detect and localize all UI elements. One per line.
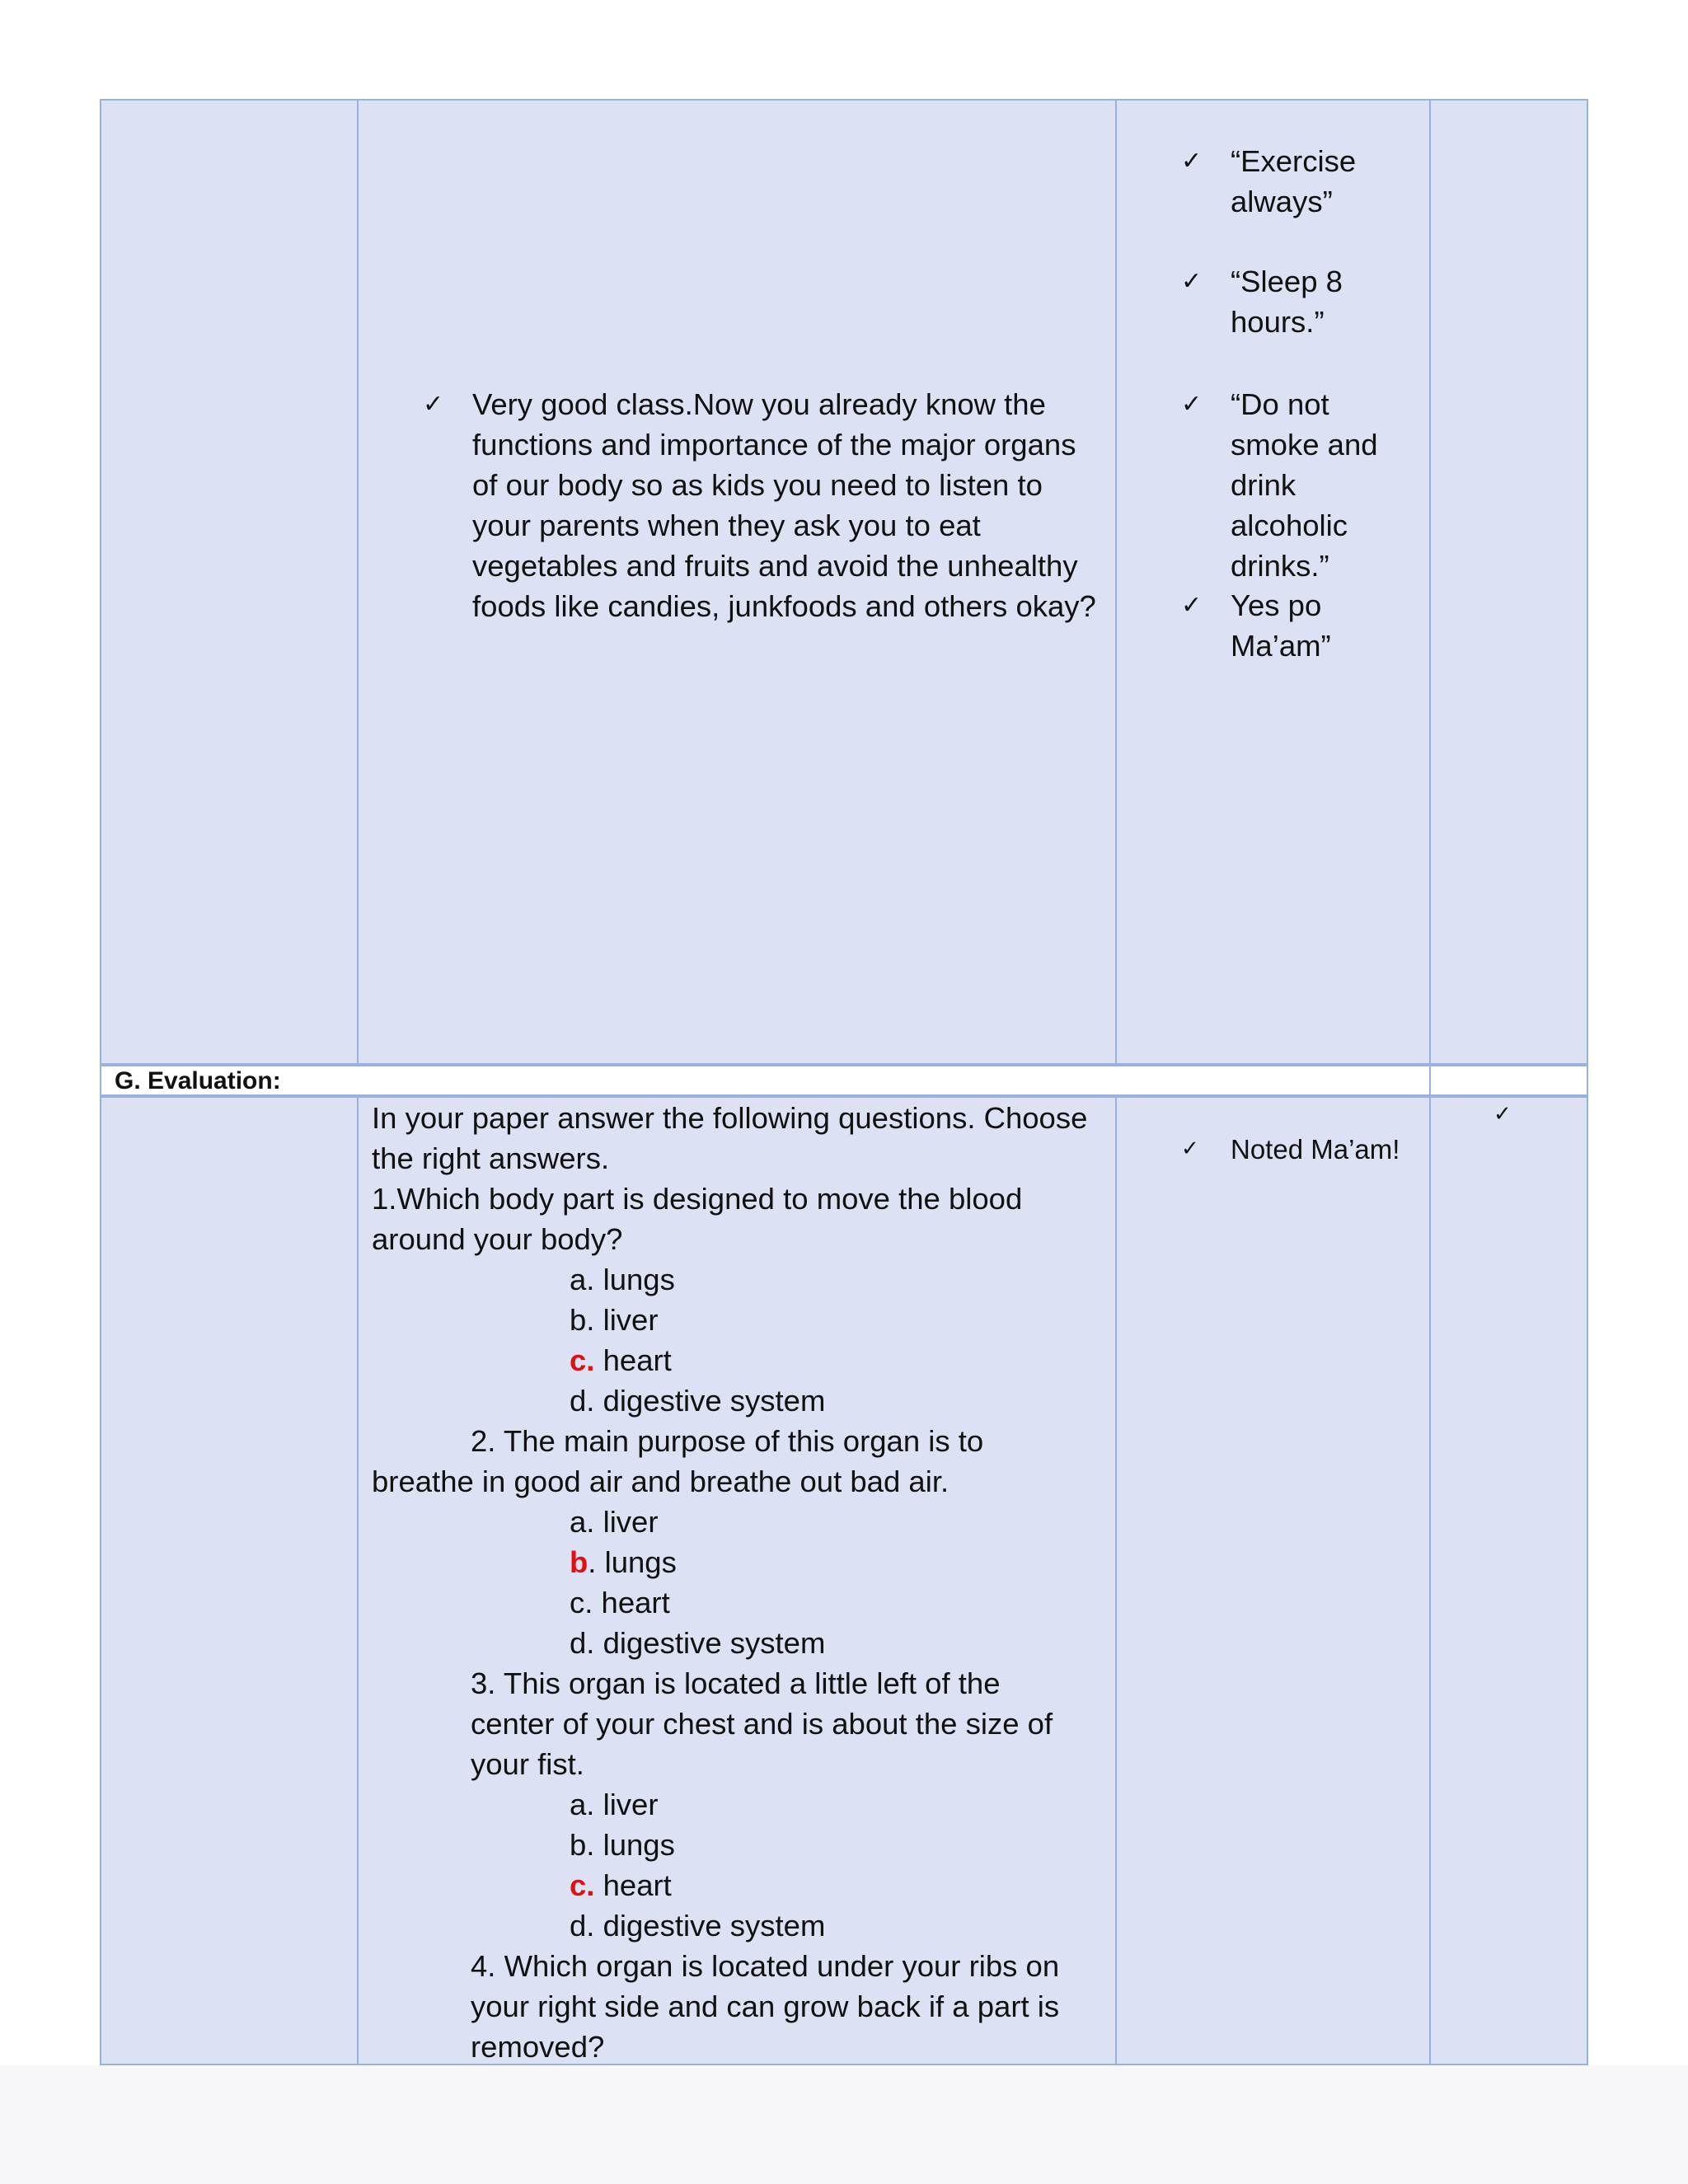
question-text: a. lungs: [570, 1263, 675, 1296]
pupil-response-line: smoke and: [1231, 428, 1378, 462]
checkmark-icon: ✓: [1181, 591, 1203, 620]
question-line: [570, 1340, 672, 1380]
question-line: [471, 1421, 983, 1461]
pupil-response-line: alcoholic: [1231, 509, 1348, 542]
table-cell-section-empty: [1429, 1065, 1588, 1096]
pupil-response-item: [1181, 141, 1356, 222]
pupil-response-text: [1231, 384, 1378, 586]
teacher-text-line: foods like candies, junkfoods and others okay?: [472, 589, 1096, 623]
table-row-discussion: [100, 99, 1588, 1065]
teacher-text-line: Very good class.Now you already know the: [472, 387, 1046, 421]
pupil-response-text: [1231, 261, 1343, 342]
question-line: [570, 1784, 659, 1825]
question-line: [570, 1865, 672, 1905]
table-cell-pupil-activity: [1115, 1096, 1431, 2065]
pupil-response-item: [1181, 261, 1343, 342]
table-cell-evaluation-questions: [357, 1096, 1117, 2065]
question-text: d. digestive system: [570, 1909, 826, 1943]
table-cell-section-label: [100, 1065, 1431, 1096]
question-text: 2. The main purpose of this organ is to: [471, 1424, 984, 1458]
pupil-response-line: “Sleep 8: [1231, 265, 1343, 298]
question-text: a. liver: [570, 1505, 659, 1539]
question-line: [570, 1825, 675, 1865]
checkmark-icon: ✓: [1493, 1102, 1512, 1127]
question-text: 3. This organ is located a little left of the: [471, 1666, 1001, 1700]
question-line: [570, 1300, 659, 1340]
question-text: a. liver: [570, 1788, 659, 1821]
question-line: [570, 1582, 670, 1623]
pupil-response-line: Ma’am”: [1231, 629, 1331, 663]
question-text: your right side and can grow back if a part is: [471, 1990, 1060, 2023]
question-line: [372, 1098, 1087, 1138]
question-line: [471, 2027, 604, 2067]
question-line: [570, 1542, 677, 1582]
question-line: [372, 1138, 609, 1179]
question-line: [570, 1905, 825, 1946]
question-text: center of your chest and is about the size of: [471, 1707, 1053, 1741]
question-text: heart: [594, 1868, 672, 1902]
pupil-response-line: drink: [1231, 468, 1296, 502]
table-cell-remarks: [1429, 1096, 1588, 2065]
question-line: [570, 1259, 675, 1300]
teacher-text-line: vegetables and fruits and avoid the unhealthy: [472, 549, 1078, 583]
pupil-response-line: hours.”: [1231, 305, 1325, 339]
table-cell-pupil-activity: [1115, 99, 1431, 1065]
pupil-response-line: always”: [1231, 185, 1333, 218]
table-row-section-header: [100, 1065, 1588, 1096]
question-text: . lungs: [588, 1545, 677, 1579]
page-footer-area: [0, 2065, 1688, 2184]
checkmark-icon: ✓: [1181, 267, 1203, 296]
table-row-evaluation: [100, 1096, 1588, 2065]
teacher-text-line: of our body so as kids you need to listen to: [472, 468, 1043, 502]
pupil-response-text: [1231, 585, 1331, 666]
question-text: your fist.: [471, 1747, 584, 1781]
correct-answer-marker: c.: [570, 1868, 595, 1902]
table-cell-teacher-activity: [357, 99, 1117, 1065]
checkmark-icon: ✓: [1181, 147, 1203, 176]
question-text: b. lungs: [570, 1828, 675, 1862]
question-text: b. liver: [570, 1303, 659, 1337]
question-text: c. heart: [570, 1586, 670, 1619]
question-text: 4. Which organ is located under your ribs on: [471, 1949, 1060, 1983]
checkmark-icon: ✓: [1181, 390, 1203, 419]
pupil-check-item: [1181, 1129, 1400, 1169]
question-line: [471, 1663, 1001, 1704]
teacher-check-item: [423, 384, 1096, 626]
question-line: [372, 1179, 1022, 1219]
pupil-response-item: [1181, 384, 1378, 586]
pupil-response-line: Yes po: [1231, 588, 1322, 622]
question-line: [570, 1502, 659, 1542]
section-label-evaluation: G. Evaluation:: [115, 1067, 281, 1094]
question-line: [570, 1623, 825, 1663]
table-cell-remarks: [1429, 99, 1588, 1065]
teacher-text-line: your parents when they ask you to eat: [472, 509, 981, 542]
question-line: [570, 1380, 825, 1421]
question-text: In your paper answer the following questions. Choose: [372, 1101, 1088, 1135]
question-text: removed?: [471, 2030, 605, 2064]
table-cell-phase: [100, 1096, 359, 2065]
question-line: [471, 1986, 1059, 2027]
checkmark-icon: ✓: [423, 390, 444, 419]
pupil-response-item: [1181, 585, 1331, 666]
question-text: d. digestive system: [570, 1626, 826, 1660]
question-line: [471, 1744, 584, 1784]
pupil-response-line: “Do not: [1231, 387, 1329, 421]
pupil-response-text: [1231, 141, 1356, 222]
question-text: heart: [594, 1343, 672, 1377]
correct-answer-marker: c.: [570, 1343, 595, 1377]
question-text: 1.Which body part is designed to move the blood: [372, 1182, 1023, 1216]
question-text: breathe in good air and breathe out bad air.: [372, 1465, 950, 1498]
correct-answer-marker: b: [570, 1545, 588, 1579]
table-cell-phase: [100, 99, 359, 1065]
question-line: [372, 1461, 949, 1502]
teacher-check-text: [472, 384, 1096, 626]
question-line: [471, 1704, 1053, 1744]
question-text: around your body?: [372, 1222, 623, 1256]
pupil-response-line: drinks.”: [1231, 549, 1329, 583]
question-line: [372, 1219, 622, 1259]
question-text: d. digestive system: [570, 1384, 826, 1418]
checkmark-icon: ✓: [1181, 1137, 1199, 1161]
question-text: the right answers.: [372, 1141, 610, 1175]
pupil-check-text: Noted Ma’am!: [1231, 1134, 1400, 1165]
pupil-response-line: “Exercise: [1231, 144, 1357, 178]
question-line: [471, 1946, 1059, 1986]
teacher-text-line: functions and importance of the major organs: [472, 428, 1076, 462]
